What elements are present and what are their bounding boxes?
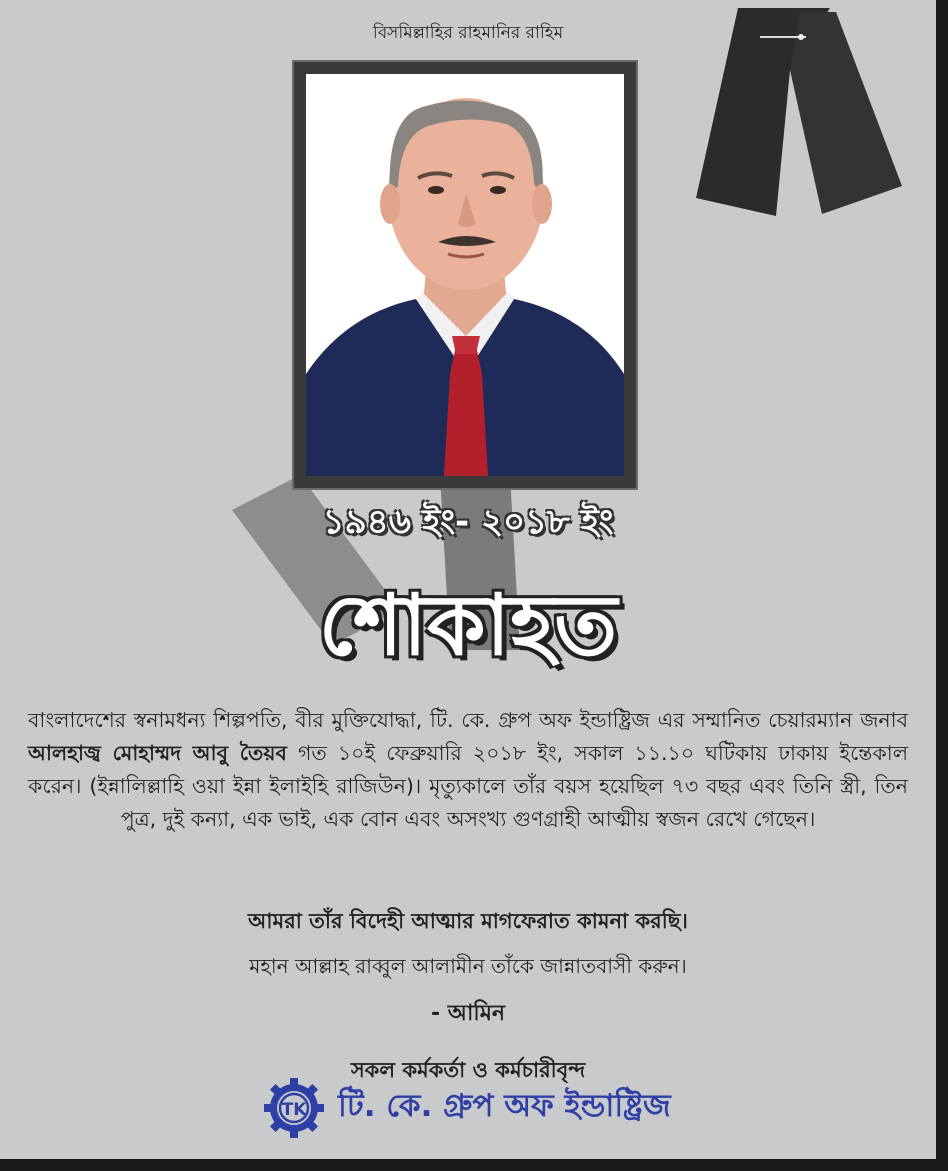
obituary-paragraph [28,704,908,836]
amen-line: - আমিন [430,1001,506,1026]
logo-letters: TK [281,1100,307,1120]
portrait-photo [306,74,624,476]
prayer-line-2: মহান আল্লাহ রাব্বুল আলামীন তাঁকে জান্নাতবাসী করুন। [249,954,687,978]
portrait-frame [292,60,638,490]
company-gear-logo-icon [262,1076,326,1140]
page-title: শোকাহত [318,575,618,674]
company-name: টি. কে. গ্রুপ অফ ইন্ডাষ্ট্রিজ [338,1088,671,1124]
deceased-name: আলহাজ্ব মোহাম্মদ আবু তৈয়ব [28,741,287,765]
bismillah-heading: বিসমিল্লাহির রাহমানির রাহিম [372,23,564,43]
life-dates: ১৯৪৬ ইং- ২০১৮ ইং [322,502,614,542]
signature-line: সকল কর্মকর্তা ও কর্মচারীবৃন্দ [350,1058,586,1082]
prayer-line-1: আমরা তাঁর বিদেহী আত্মার মাগফেরাত কামনা করছি। [248,909,688,933]
portrait-illustration [306,74,624,476]
obituary-text-part2: গত ১০ই ফেব্রুয়ারি ২০১৮ ইং, সকাল ১১.১০ ঘটিকায় ঢাকায় ইন্তেকাল করেন। (ইন্নালিল্লাহি ওয়া ইন্না ইলাইহি রাজিউন)। মৃত্যুকালে তাঁর বয়স হয়েছিল ৭৩ বছর এবং তিনি স্ত্রী, তিন পুত্র, দুই কন্যা, এক ভাই, এক বোন এবং অসংখ্য গুণগ্রাহী আত্মীয় স্বজন রেখে গেছেন। [28,741,908,831]
obituary-text-part1: বাংলাদেশের স্বনামধন্য শিল্পপতি, বীর মুক্তিযোদ্ধা, টি. কে. গ্রুপ অফ ইন্ডাষ্ট্রিজ এর সম্মানিত চেয়ারম্যান জনাব [28,708,908,732]
company-signature [262,1078,671,1138]
